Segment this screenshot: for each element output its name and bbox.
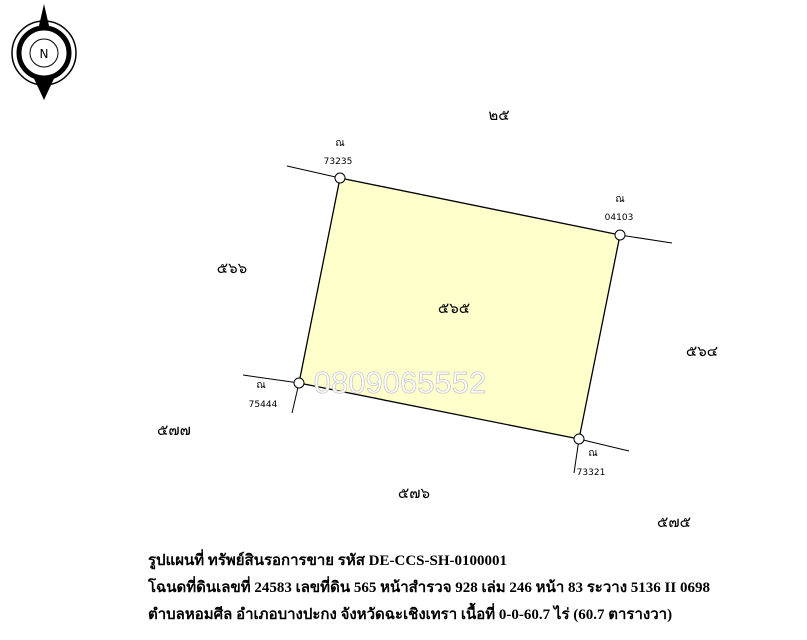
boundary-marker-4 [574,434,584,444]
boundary-marker-3 [294,378,304,388]
caption-line-3: ตำบลหอมศีล อำเภอบางปะกง จังหวัดฉะเชิงเทรา เนื้อที่ 0-0-60.7 ไร่ (60.7 ตารางวา) [148,607,673,623]
marker-1-prefix: ณ [335,138,345,149]
neighbor-right: ๕๖๔ [685,342,719,360]
caption-line-1: รูปแผนที่ ทรัพย์สินรอการขาย รหัส DE-CCS-SH-0100001 [148,553,507,569]
marker-4-code: 73321 [576,468,606,478]
marker-1-code: 73235 [323,157,353,167]
caption-line-2: โฉนดที่ดินเลขที่ 24583 เลขที่ดิน 565 หน้าสำรวจ 928 เล่ม 246 หน้า 83 ระวาง 5136 II 0698 [148,580,710,596]
neighbor-bottom: ๕๗๖ [397,484,431,502]
parcel-number: ๕๖๕ [437,299,471,317]
north-letter: N [39,47,49,61]
marker-2-code: 04103 [604,213,634,223]
marker-3-prefix: ณ [256,380,266,391]
neighbor-top: ๒๕ [488,106,510,124]
neighbor-bottom-right: ๕๗๕ [657,513,691,531]
watermark-phone: 0809065552 [313,365,487,400]
marker-2-prefix: ณ [615,194,625,205]
marker-4-prefix: ณ [588,448,598,459]
neighbor-bottom-left: ๕๗๗ [157,421,191,439]
boundary-marker-1 [335,173,345,183]
neighbor-left: ๕๖๖ [216,259,248,277]
north-arrow-icon [12,4,76,100]
marker-3-code: 75444 [248,400,278,410]
map-caption [148,548,803,629]
boundary-marker-2 [615,230,625,240]
